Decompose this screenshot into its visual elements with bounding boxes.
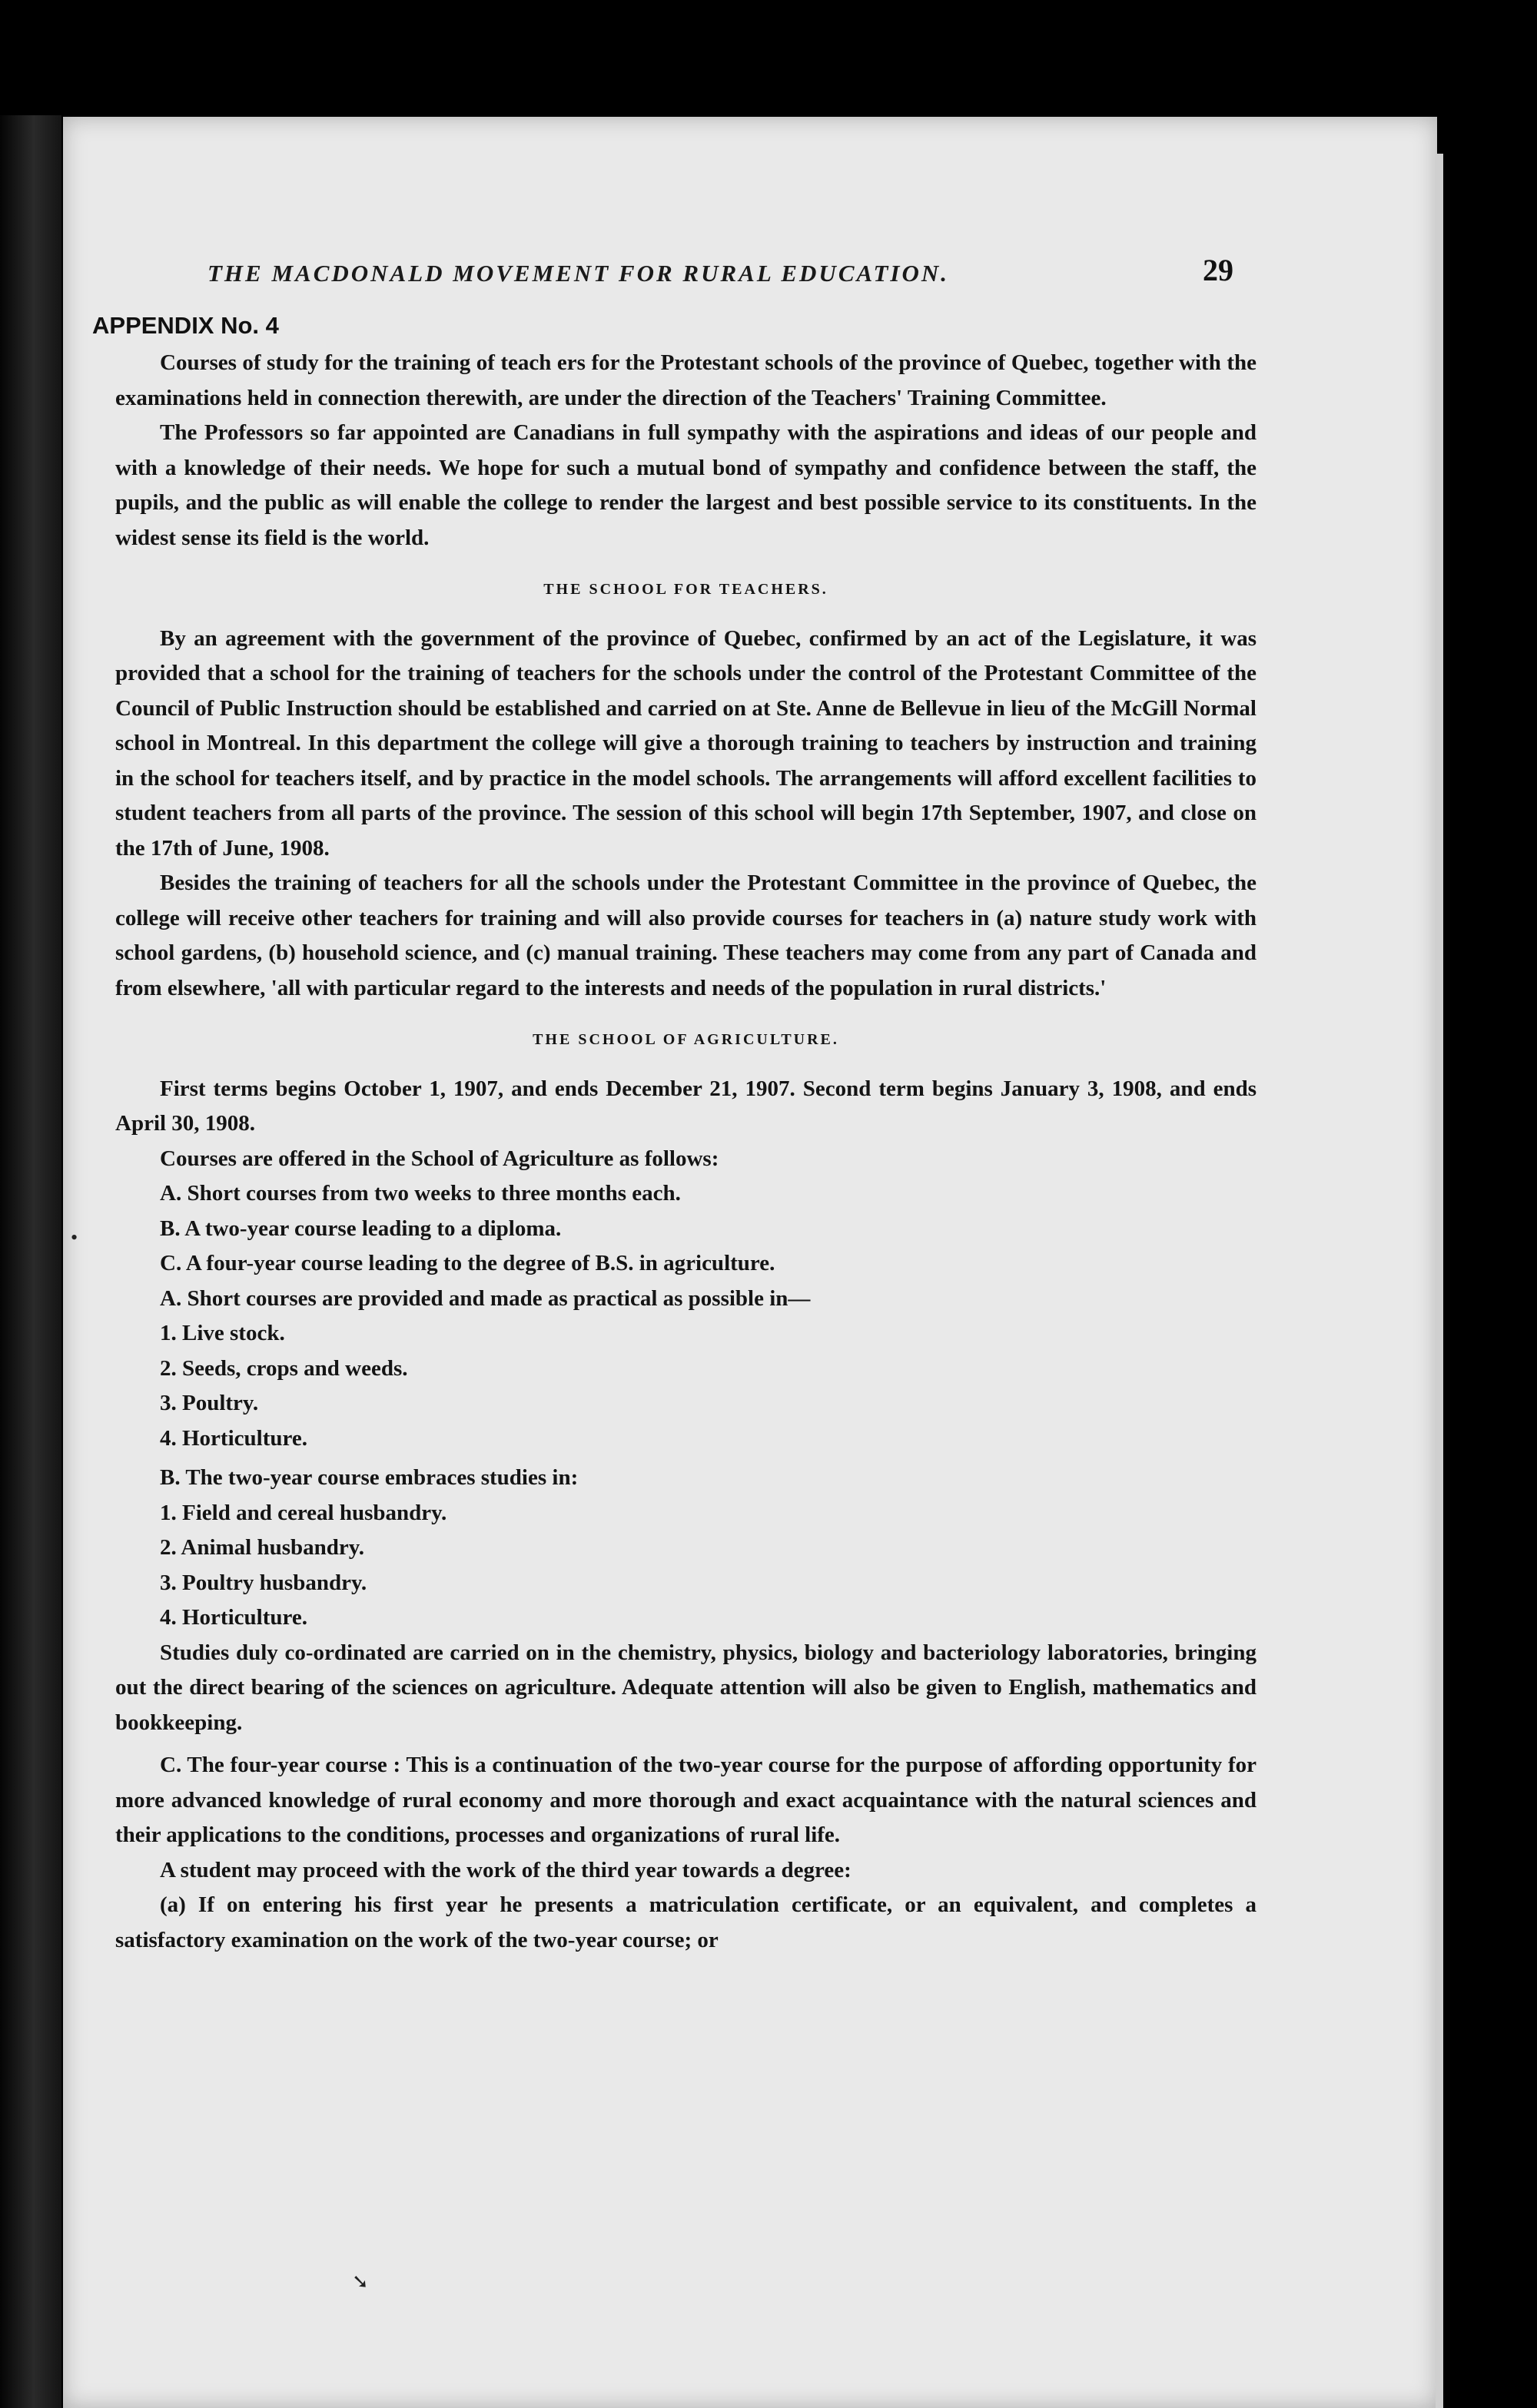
list-item: 3. Poultry. [160,1391,259,1415]
stray-mark: • [71,1226,78,1249]
intro-paragraph: The Professors so far appointed are Canadians in full sympathy with the aspirations and ideas of our people and with a knowledge of their needs. We hope for such a mutual bond of sympathy and confidence between the staff, the pupils, and the public as will enable the college to render the largest and best possible service to its constituents. In the widest sense its field is the world. [115,420,1256,550]
page-number: 29 [1203,253,1233,287]
list-item: 1. Field and cereal husbandry. [160,1500,447,1525]
page-edge [1436,154,1443,2408]
list-item: B. The two-year course embraces studies in: [160,1465,579,1490]
list-item: 2. Seeds, crops and weeds. [160,1355,408,1381]
list-item: C. A four-year course leading to the degree of B.S. in agriculture. [160,1251,775,1275]
appendix-title: APPENDIX No. 4 [92,312,279,339]
stray-mark: ➘ [352,2270,369,2293]
list-item: A. Short courses are provided and made as practical as possible in— [160,1285,811,1311]
teachers-paragraph: By an agreement with the government of the province of Quebec, confirmed by an act of the Legislature, it was provided that a school for the training of teachers for the schools under the control of the Protestant Committee of the Council of Public Instruction should be established and carried on at Ste. Anne de Bellevue in lieu of the McGill Normal school in Montreal. In this department the college will give a thorough training to teachers by instruction and training in the school for teachers itself, and by practice in the model schools. The arrangements will afford excellent facilities to student teachers from all parts of the province. The session of this school will begin 17th September, 1907, and close on the 17th of June, 1908. [115,625,1256,861]
courses-list [115,1142,1256,1636]
list-item: 1. Live stock. [160,1321,285,1345]
film-border [0,115,61,2408]
third-year-paragraph: A student may proceed with the work of the third year towards a degree: [160,1857,851,1882]
condition-a-paragraph: (a) If on entering his first year he presents a matriculation certificate, or an equivalent, and completes a satisfactory examination on the work of the two-year course; or [115,1892,1256,1952]
intro-paragraph: Courses of study for the training of teach ers for the Protestant schools of the province of Quebec, together with the examinations held in connection therewith, are under the direction of the Teachers' Training Committee. [115,350,1256,410]
running-head: THE MACDONALD MOVEMENT FOR RURAL EDUCATION. [207,260,949,287]
list-item: Courses are offered in the School of Agriculture as follows: [160,1146,719,1171]
section-heading-agriculture: THE SCHOOL OF AGRICULTURE. [533,1031,839,1048]
list-item: A. Short courses from two weeks to three months each. [160,1181,681,1206]
document-body [115,346,1256,1958]
list-item: 4. Horticulture. [160,1605,307,1630]
list-item: 4. Horticulture. [160,1425,307,1451]
terms-paragraph: First terms begins October 1, 1907, and ends December 21, 1907. Second term begins January 3, 1908, and ends April 30, 1908. [115,1076,1256,1136]
studies-paragraph: Studies duly co-ordinated are carried on in the chemistry, physics, biology and bacteriology laboratories, bringing out the direct bearing of the sciences on agriculture. Adequate attention will also be given to English, mathematics and bookkeeping. [115,1640,1256,1735]
teachers-paragraph: Besides the training of teachers for all the schools under the Protestant Committee in the province of Quebec, the college will receive other teachers for training and will also provide courses for teachers in (a) nature study work with school gardens, (b) household science, and (c) manual training. These teachers may come from any part of Canada and from elsewhere, 'all with particular regard to the interests and needs of the population in rural districts.' [115,871,1256,1000]
list-item: B. A two-year course leading to a diploma. [160,1216,562,1241]
list-item: 2. Animal husbandry. [160,1535,364,1560]
list-item: 3. Poultry husbandry. [160,1570,367,1595]
section-heading-teachers: THE SCHOOL FOR TEACHERS. [543,581,828,598]
four-year-paragraph: C. The four-year course : This is a continuation of the two-year course for the purpose of affording opportunity for more advanced knowledge of rural economy and more thorough and exact acquaintance with the natural sciences and their applications to the conditions, processes and organizations of rural life. [115,1753,1256,1847]
